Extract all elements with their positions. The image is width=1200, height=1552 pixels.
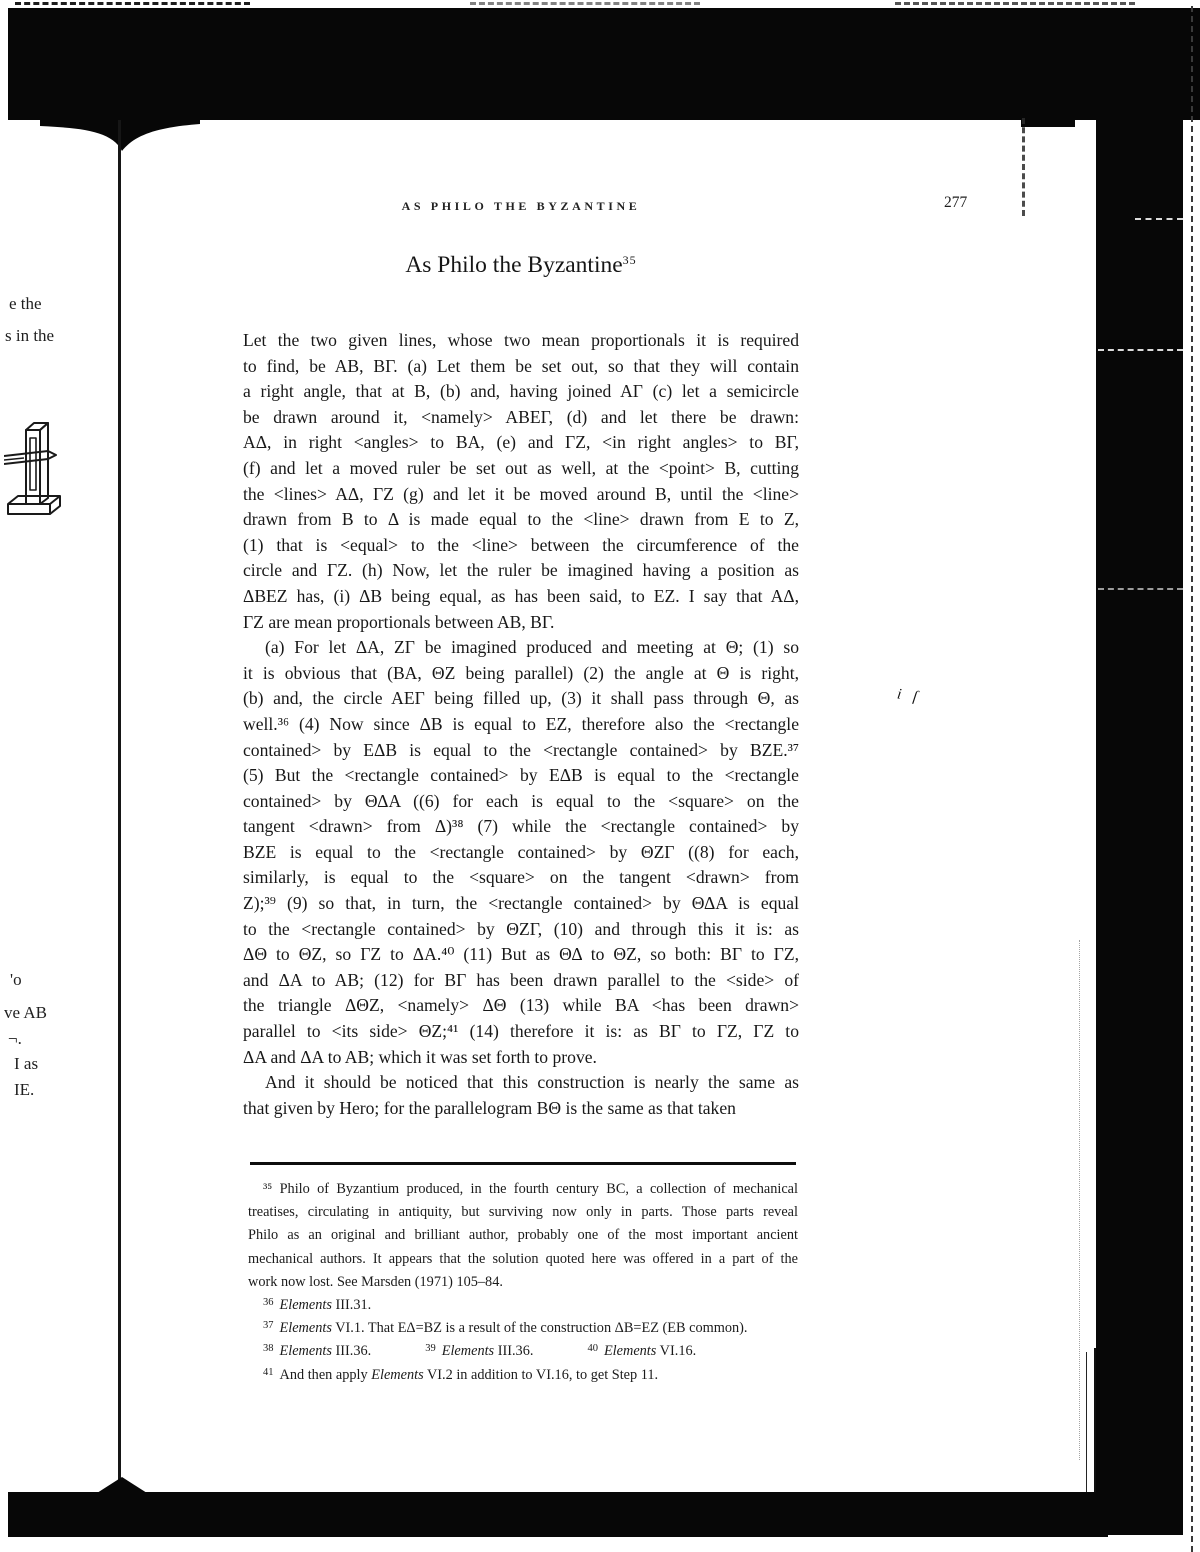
footnote-marker: 36 <box>263 1296 274 1308</box>
footnote-work-title: Elements <box>279 1343 332 1360</box>
body-line: (b) and, the circle AEΓ being filled up, (3) it shall pass through Θ, as <box>243 688 799 709</box>
stray-ink-marks: i ſ <box>896 686 923 706</box>
body-line: to the <rectangle contained> by ΘZΓ, (10) and through this it is: as <box>243 918 799 939</box>
page-number: 277 <box>944 194 968 211</box>
footnote-40 <box>587 1343 696 1359</box>
footnote-marker: 39 <box>425 1343 436 1355</box>
page-edge-dots <box>1079 940 1080 1460</box>
body-line: (a) For let ΔA, ZΓ be imagined produced and meeting at Θ; (1) so <box>265 637 799 658</box>
footnote-work-title: Elements <box>279 1296 332 1313</box>
footnote-39 <box>425 1343 533 1359</box>
body-line: ΔBEZ has, (i) ΔB being equal, as has been said, to EZ. I say that AΔ, <box>243 585 799 606</box>
chapter-title <box>243 252 799 279</box>
body-line: similarly, is equal to the <square> on the tangent <drawn> from <box>243 867 799 888</box>
footnote-marker: 41 <box>263 1366 274 1378</box>
body-line: And it should be noticed that this construction is nearly the same as <box>265 1072 799 1093</box>
page-edge-texture <box>1022 118 1025 216</box>
footnote-work-title: Elements <box>279 1320 332 1337</box>
margin-text-fragment: ve AB <box>4 1003 47 1022</box>
margin-text-fragment: 'o <box>10 970 22 989</box>
margin-text-fragment: ¬. <box>8 1029 22 1048</box>
page-corner-edge-line <box>1086 1352 1087 1492</box>
body-line: to find, be AB, BΓ. (a) Let them be set out, so that they will contain <box>243 355 799 376</box>
footnote-text: III.36. <box>494 1343 534 1360</box>
spine-peak-shadow <box>97 1477 147 1493</box>
footnote-35-line: Philo as an original and brilliant author, probably one of the most important ancient <box>248 1227 798 1244</box>
body-line: (5) But the <rectangle contained> by EΔB is equal to the <rectangle <box>243 765 799 786</box>
footnote-text: VI.2 in addition to VI.16, to get Step 11. <box>423 1366 659 1383</box>
body-line: the triangle ΔΘZ, <namely> ΔΘ (13) while BA <has been drawn> <box>243 995 799 1016</box>
running-header: AS PHILO THE BYZANTINE <box>401 199 641 213</box>
scan-speckle <box>1098 349 1183 351</box>
scan-edge-dashes <box>470 2 700 5</box>
footnote-work-title: Elements <box>603 1343 657 1360</box>
footnote-work-title: Elements <box>441 1343 495 1360</box>
footnote-41 <box>248 1364 798 1387</box>
footnote-text: VI.1. That EΔ=BZ is a result of the construction ΔB=EZ (EB common). <box>331 1320 748 1337</box>
body-text <box>243 328 799 1121</box>
body-line: drawn from B to Δ is made equal to the <line> drawn from E to Z, <box>243 509 799 530</box>
bottom-scan-border <box>8 1492 1108 1537</box>
footnote-work-title: Elements <box>371 1366 424 1383</box>
body-line: parallel to <its side> ΘZ;⁴¹ (14) therefore it is: as BΓ to ΓZ, ΓZ to <box>243 1021 799 1042</box>
scan-edge-dashes <box>895 2 1135 5</box>
body-line: ΔA and ΔA to AB; which it was set forth to prove. <box>243 1046 597 1067</box>
body-line: well.³⁶ (4) Now since ΔB is equal to EZ, therefore also the <rectangle <box>243 713 799 734</box>
footnote-rule <box>250 1162 796 1165</box>
body-line: contained> by ΘΔA ((6) for each is equal to the <square> on the <box>243 790 799 811</box>
body-line: (1) that is <equal> to the <line> between the circumference of the <box>243 534 799 555</box>
scan-speckle <box>1098 588 1183 590</box>
footnote-35-line: mechanical authors. It appears that the solution quoted here was offered in a part of the <box>248 1250 798 1267</box>
right-gutter-dotted-line <box>1191 6 1193 1552</box>
body-line: that given by Hero; for the parallelogram BΘ is the same as that taken <box>243 1097 736 1118</box>
top-scan-border-step <box>1021 116 1075 127</box>
footnote-35-line: ³⁵ Philo of Byzantium produced, in the fourth century BC, a collection of mechanical <box>263 1181 798 1197</box>
margin-text-fragment: e the <box>9 294 42 313</box>
top-scan-border <box>8 8 1200 120</box>
body-line: ΔΘ to ΘZ, so ΓZ to ΔA.⁴⁰ (11) But as ΘΔ to ΘZ, so both: BΓ to ΓZ, <box>243 944 799 965</box>
body-line: it is obvious that (BA, ΘZ being parallel) (2) the angle at Θ is right, <box>243 662 799 683</box>
footnote-38 <box>263 1343 371 1359</box>
chapter-title-text: As Philo the Byzantine <box>405 252 623 278</box>
margin-clamp-figure-icon <box>4 418 68 522</box>
book-spine-line <box>118 120 121 1493</box>
body-line: a right angle, that at B, (b) and, having joined AΓ (c) let a semicircle <box>243 381 799 402</box>
footnote-text: III.31. <box>331 1296 372 1313</box>
footnote-35-line: work now lost. See Marsden (1971) 105–84. <box>248 1273 503 1290</box>
footnote-36 <box>248 1294 798 1317</box>
right-scan-border <box>1096 8 1183 1535</box>
page-corner-edge-line <box>1094 1348 1096 1492</box>
footnote-marker: 38 <box>263 1343 274 1355</box>
scan-speckle <box>1135 218 1183 220</box>
footnote-text: VI.16. <box>656 1343 697 1360</box>
footnote-text: And then apply <box>279 1366 372 1383</box>
title-footnote-marker: 35 <box>622 253 637 267</box>
body-line: AΔ, in right <angles> to BA, (e) and ΓZ, <in right angles> to BΓ, <box>243 432 799 453</box>
footnotes <box>248 1178 798 1387</box>
margin-text-fragment: IE. <box>14 1080 35 1099</box>
body-line: Let the two given lines, whose two mean proportionals it is required <box>243 330 799 350</box>
footnote-marker: 40 <box>587 1343 598 1355</box>
margin-text-fragment: s in the <box>5 326 55 345</box>
footnote-marker: 37 <box>263 1320 274 1332</box>
footnote-35-line: treatises, circulating in antiquity, but surviving now only in parts. Those parts reveal <box>248 1204 798 1221</box>
body-line: and ΔA to AB; (12) for BΓ has been drawn parallel to the <side> of <box>243 969 799 990</box>
body-line: BZE is equal to the <rectangle contained> by ΘZΓ ((8) for each, <box>243 841 799 862</box>
footnotes-38-40 <box>248 1340 798 1363</box>
footnote-37 <box>248 1317 798 1340</box>
body-line: contained> by EΔB is equal to the <rectangle contained> by BZE.³⁷ <box>243 739 799 760</box>
body-line: circle and ΓZ. (h) Now, let the ruler be imagined having a position as <box>243 560 799 581</box>
body-line: tangent <drawn> from Δ)³⁸ (7) while the <rectangle contained> by <box>243 816 799 837</box>
margin-text-fragment: I as <box>14 1054 39 1073</box>
body-line: be drawn around it, <namely> ABEΓ, (d) and let there be drawn: <box>243 406 799 427</box>
body-line: (f) and let a moved ruler be set out as well, at the <point> B, cutting <box>243 457 799 478</box>
body-line: the <lines> AΔ, ΓZ (g) and let it be moved around B, until the <line> <box>243 483 799 504</box>
footnote-text: III.36. <box>331 1343 372 1360</box>
scan-edge-dashes <box>15 2 250 5</box>
body-line: ΓZ are mean proportionals between AB, BΓ. <box>243 611 555 632</box>
body-line: Z);³⁹ (9) so that, in turn, the <rectangle contained> by ΘΔA is equal <box>243 893 799 914</box>
